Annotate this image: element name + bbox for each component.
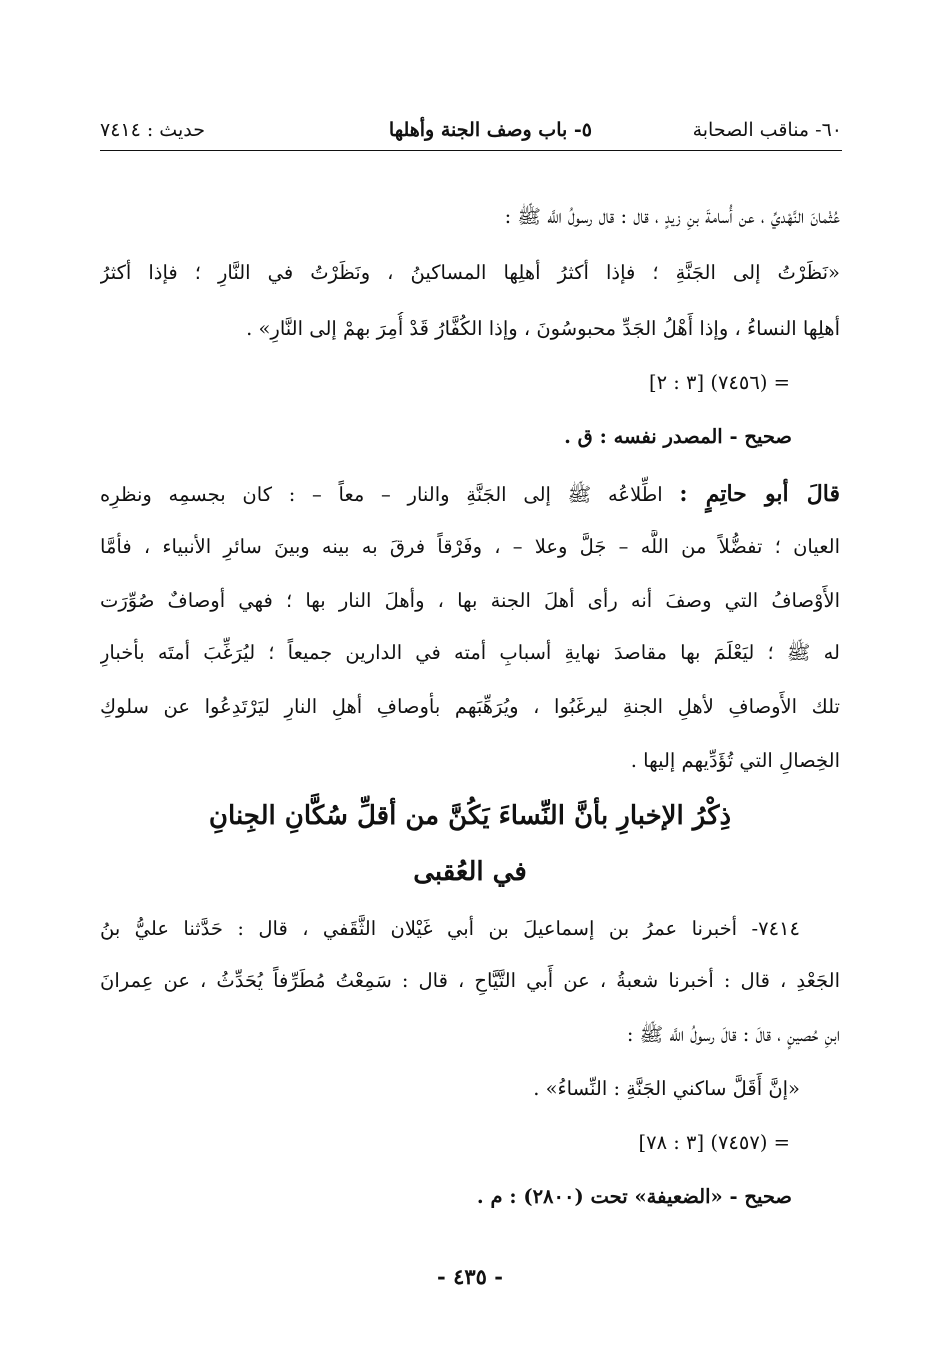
hadith-7414-line-2: الجَعْدِ ، قال : أخبرنا شعبةُ ، عن أَبي التَّيَّاحِ ، قال : سَمِعْتُ مُطَرِّفاً يُحَدِّثُ ، عن عِمرانَ <box>100 969 840 992</box>
hadith-7414-grading: صحيح - «الضعيفة» تحت (٢٨٠٠) : م . <box>476 1185 792 1208</box>
chapter-heading-line-1: ذِكْرُ الإخبارِ بأنَّ النِّساءَ يَكُنَّ من أقلِّ سُكَّانِ الجِنانِ <box>208 801 732 831</box>
commentary-speaker: قالَ أبو حاتِمٍ : <box>679 481 840 507</box>
commentary-line-6: الخِصالِ التي تُؤَدِّيهم إليها . <box>630 749 840 772</box>
commentary-line-3: الأَوْصافُ التي وصفَ أنه رأى أهلَ الجنة بها ، وأهلَ النار بها ؛ فهي أوصافٌ صُوِّرَت <box>100 589 840 612</box>
header-section: ٥- باب وصف الجنة وأهلها <box>388 119 592 141</box>
hadith-7414-line-3: ابنِ حُصينٍ ، قالَ : قالَ رسولُ اللَّه ﷺ : <box>626 1023 840 1046</box>
commentary-line-4: له ﷺ ؛ ليَعْلَمَ بها مقاصدَ نهايةِ أسبابِ أمته في الدارين جميعاً ؛ ليُرَغِّبَ أمتَه بأخبارِ <box>100 641 840 664</box>
takhrij-reference: = (٧٤٥٦) [٣ : ٢] <box>648 371 790 394</box>
header-chapter: ٦٠- مناقب الصحابة <box>692 119 842 141</box>
commentary-text: اطِّلاعُه ﷺ إلى الجَنَّةِ والنار – معاً – : كان بجسمِه ونظرِه <box>100 483 663 506</box>
running-header <box>100 112 842 148</box>
hadith-7414-reference: = (٧٤٥٧) [٣ : ٧٨] <box>638 1131 790 1154</box>
isnad-line: عُثْمانَ النَّهْديِّ ، عن أُسامةَ بنِ زيدٍ ، قال : قال رسولُ اللَّه ﷺ : <box>504 205 840 228</box>
commentary-line-5: تلك الأَوصافِ لأهلِ الجنةِ ليرغَبُوا ، ويُرَهِّبَهم بأوصافِ أهلِ النارِ ليَرْتَدِعُوا عن سلوكِ <box>100 695 840 718</box>
hadith-7414-matn: «إنَّ أَقَلَّ ساكني الجَنَّةِ : النِّساءُ» . <box>533 1077 800 1100</box>
commentary-line-1 <box>100 474 840 514</box>
grading-line: صحيح - المصدر نفسه : ق . <box>564 425 792 448</box>
commentary-line-2: العيان ؛ تفضُّلاً من اللَّه – جَلَّ وعلا – ، وفَرْقاً فرقَ به بينه وبينَ سائرِ الأنبياء ، فأمَّا <box>100 535 840 558</box>
hadith-7414-line-1: ٧٤١٤- أخبرنا عمرُ بن إسماعيلَ بن أبي غَيْلان الثَّقَفي ، قال : حَدَّثنا عليُّ بنُ <box>100 917 800 940</box>
matn-line-2: أهلِها النساءُ ، وإذا أَهْلُ الجَدِّ محبوسُونَ ، وإذا الكُفَّارُ قَدْ أُمِرَ بهمْ إلى النَّارِ» . <box>246 317 840 340</box>
chapter-heading-line-2: في العُقبى <box>413 857 527 887</box>
header-hadith-ref: حديث : ٧٤١٤ <box>100 119 205 141</box>
page-number: - ٤٣٥ - <box>437 1264 503 1289</box>
header-divider <box>100 150 842 151</box>
matn-line-1: «نَظَرْتُ إلى الجَنَّةِ ؛ فإذا أكثرُ أهلِها المساكينُ ، ونَظَرْتُ في النَّارِ ؛ فإذا أكثرُ <box>100 261 840 284</box>
